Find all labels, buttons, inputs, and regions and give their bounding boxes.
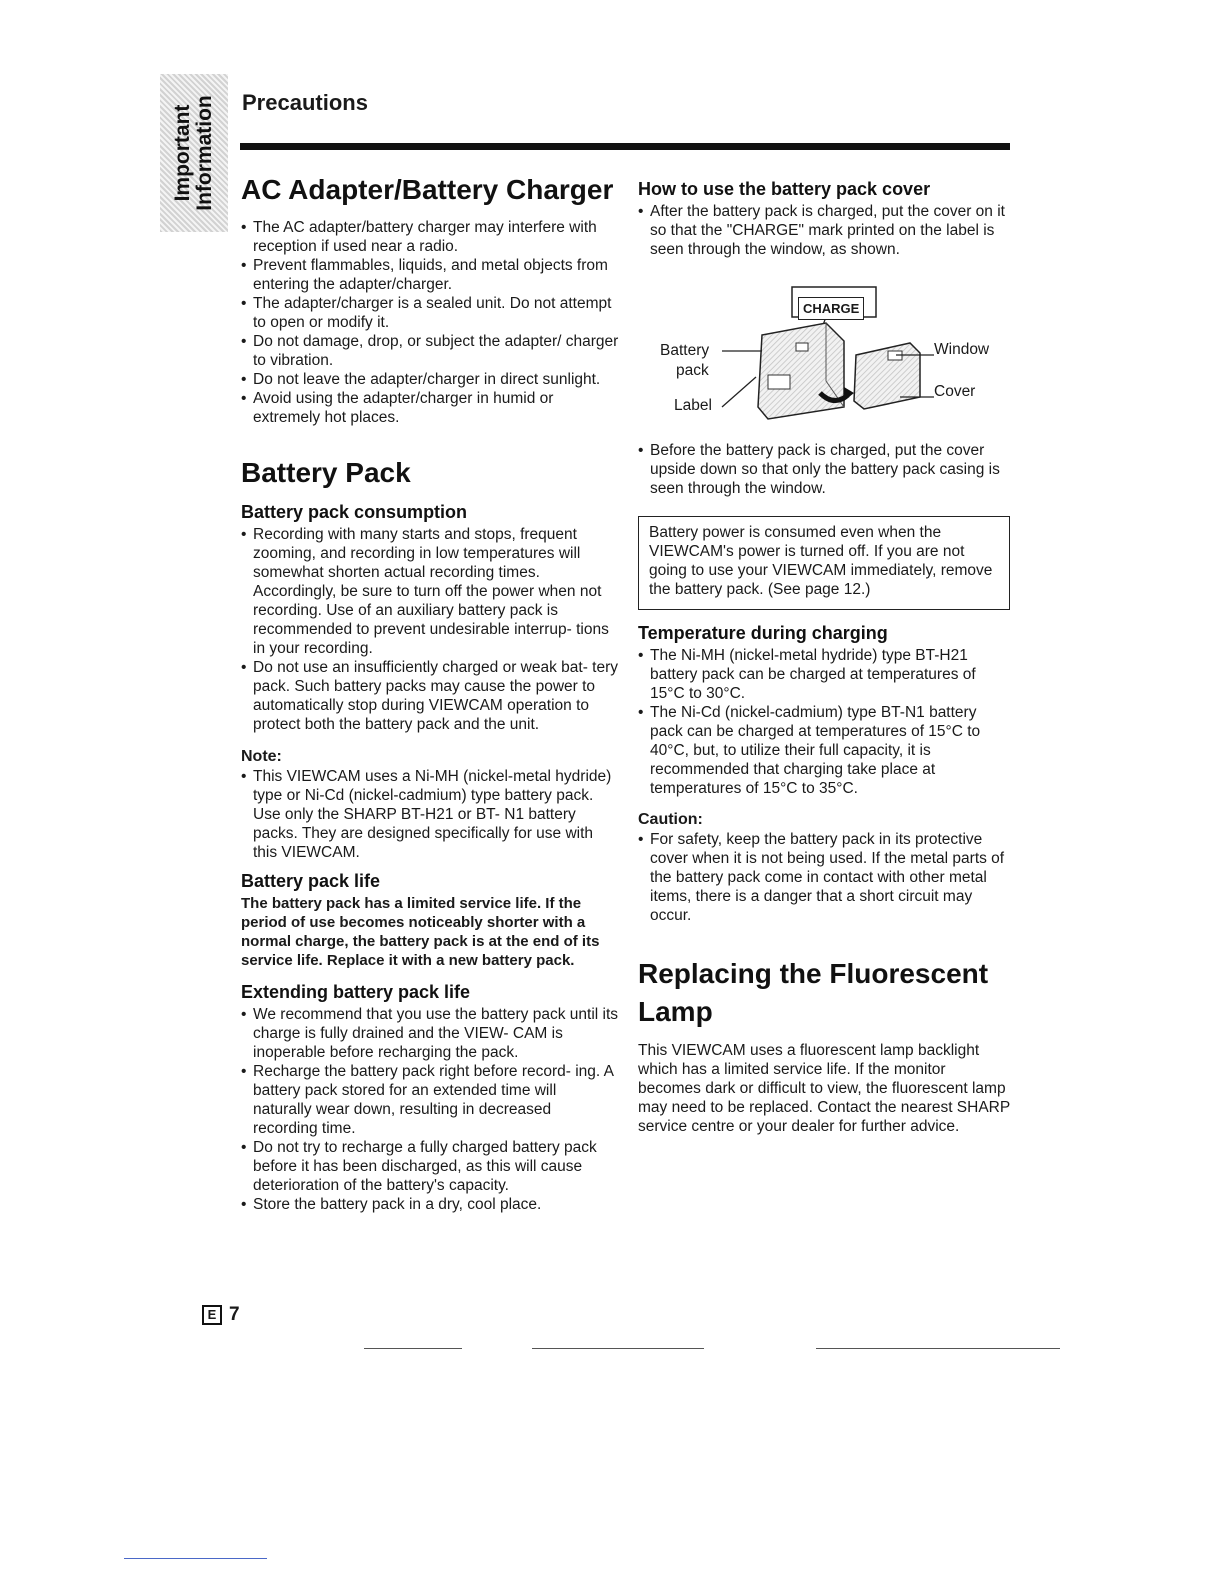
list-item: • Store the battery pack in a dry, cool place. <box>241 1195 619 1214</box>
label-callout: Label <box>674 397 712 414</box>
consumption-list <box>241 525 619 734</box>
ac-adapter-list <box>241 218 619 427</box>
divider <box>124 1558 267 1559</box>
battery-cover-diagram <box>638 259 1010 441</box>
temperature-heading: Temperature during charging <box>638 623 888 643</box>
notice-text: Battery power is consumed even when the VIEWCAM's power is turned off. If you are not going to use your VIEWCAM immediately, remove the battery pack. (See page 12.) <box>649 524 993 598</box>
lamp-title: Replacing the Fluorescent Lamp <box>638 958 989 1027</box>
extending-list <box>241 1005 619 1214</box>
list-item: • Do not leave the adapter/charger in direct sunlight. <box>241 370 619 389</box>
divider <box>364 1348 462 1349</box>
list-item: • The AC adapter/battery charger may interfere with reception if used near a radio. <box>241 218 619 256</box>
cover-callout: Cover <box>934 383 976 400</box>
left-column <box>241 172 619 1214</box>
divider <box>816 1348 1060 1349</box>
battery-label-line1: Battery <box>660 342 710 359</box>
charge-mark: CHARGE <box>798 297 864 320</box>
side-tab <box>160 74 228 232</box>
list-item: • The adapter/charger is a sealed unit. Do not attempt to open or modify it. <box>241 294 619 332</box>
note-heading: Note: <box>241 748 282 765</box>
divider <box>532 1348 704 1349</box>
life-text: The battery pack has a limited service life. If the period of use becomes noticeably shorter with a normal charge, the battery pack is at the end of its service life. Replace it with a new battery pack. <box>241 895 600 969</box>
consumption-heading: Battery pack consumption <box>241 502 468 522</box>
battery-label-line2: pack <box>676 362 709 379</box>
list-item: • After the battery pack is charged, put the cover on it so that the "CHARGE" mark printed on the label is seen through the window, as shown. <box>638 202 1010 259</box>
caution-heading: Caution: <box>638 811 703 828</box>
right-column <box>638 178 1010 1136</box>
list-item: • Before the battery pack is charged, put the cover upside down so that only the battery pack casing is seen through the window. <box>638 441 1010 498</box>
temperature-list <box>638 646 1010 798</box>
ac-adapter-title: AC Adapter/Battery Charger <box>241 174 614 205</box>
page-number-value: 7 <box>229 1304 240 1325</box>
cover-heading: How to use the battery pack cover <box>638 179 931 199</box>
section-label: Precautions <box>242 90 368 115</box>
cover-before-list <box>638 441 1010 498</box>
side-tab-line2: Information <box>193 95 216 211</box>
list-item: • The Ni-MH (nickel-metal hydride) type BT-H21 battery pack can be charged at temperatures of 15°C to 30°C. <box>638 646 1010 703</box>
notice-box <box>638 516 1010 610</box>
list-item: • This VIEWCAM uses a Ni-MH (nickel-metal hydride) type or Ni-Cd (nickel-cadmium) type battery pack. Use only the SHARP BT-H21 or BT- N1 battery packs. They are designed specifically for use with this VIEWCAM. <box>241 767 619 862</box>
page-number <box>202 1304 240 1326</box>
extending-heading: Extending battery pack life <box>241 982 471 1002</box>
list-item: • Avoid using the adapter/charger in humid or extremely hot places. <box>241 389 619 427</box>
list-item: • Do not try to recharge a fully charged battery pack before it has been discharged, as this will cause deterioration of the battery's capacity. <box>241 1138 619 1195</box>
life-heading: Battery pack life <box>241 871 381 891</box>
lamp-text: This VIEWCAM uses a fluorescent lamp backlight which has a limited service life. If the monitor becomes dark or difficult to view, the fluorescent lamp may need to be replaced. Contact the nearest SHARP service centre or your dealer for further advice. <box>638 1042 1010 1135</box>
list-item: • Recharge the battery pack right before record- ing. A battery pack stored for an extended time will naturally wear down, resulting in decreased recording time. <box>241 1062 619 1138</box>
list-item: • Recording with many starts and stops, frequent zooming, and recording in low temperatures will somewhat shorten actual recording times. Accordingly, be sure to turn off the power when not recording. Use of an auxiliary battery pack is recommended to prevent undesirable interrup- tions in your recording. <box>241 525 619 658</box>
window-callout: Window <box>934 341 990 358</box>
caution-list <box>638 830 1010 925</box>
list-item: • For safety, keep the battery pack in its protective cover when it is not being used. If the metal parts of the battery pack come in contact with other metal items, there is a danger that a short circuit may occur. <box>638 830 1010 925</box>
note-list <box>241 767 619 862</box>
list-item: • Do not use an insufficiently charged or weak bat- tery pack. Such battery packs may cause the power to automatically stop during VIEWCAM operation to protect both the battery pack and the unit. <box>241 658 619 734</box>
list-item: • Prevent flammables, liquids, and metal objects from entering the adapter/charger. <box>241 256 619 294</box>
cover-after-list <box>638 202 1010 259</box>
side-tab-line1: Important <box>171 104 194 202</box>
language-mark: E <box>202 1305 222 1325</box>
list-item: • We recommend that you use the battery pack until its charge is fully drained and the VIEW- CAM is inoperable before recharging the pack. <box>241 1005 619 1062</box>
top-rule <box>240 143 1010 150</box>
list-item: • Do not damage, drop, or subject the adapter/ charger to vibration. <box>241 332 619 370</box>
list-item: • The Ni-Cd (nickel-cadmium) type BT-N1 battery pack can be charged at temperatures of 15°C to 40°C, but, to utilize their full capacity, it is recommended that charging take place at temperatures of 15°C to 35°C. <box>638 703 1010 798</box>
side-tab-text <box>172 95 216 211</box>
battery-pack-title: Battery Pack <box>241 457 411 488</box>
